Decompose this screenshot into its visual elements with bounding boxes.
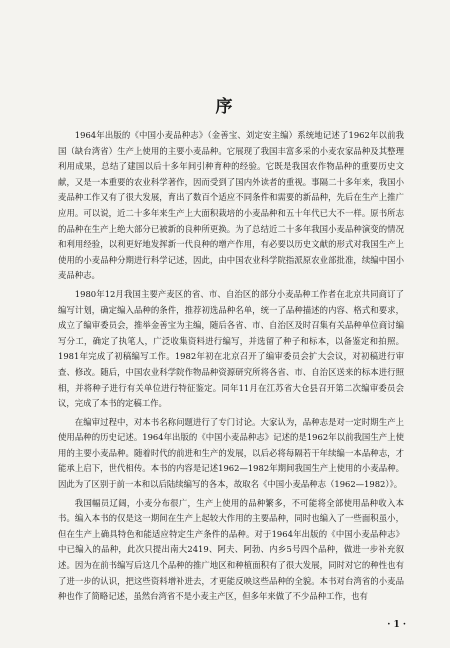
paragraph-2: 1980年12月我国主要产麦区的省、市、自治区的部分小麦品种工作者在北京共同商订了编写计划，确定编入品种的条件，推荐初选品种名单，统一了品种描述的内容、格式和要求，成立了编审委员会，推举金善宝为主编，随后各省、市、自治区及时召集有关品种单位商讨编写分工，确定了执笔人，广泛收集资料进行编写，并选留了种子和标本，以备鉴定和拍照。1981年完成了初稿编写工作。1982年初在北京召开了编审委员会扩大会议，对初稿进行审查、修改。随后，中国农业科学院作物品种资源研究所将各省、市、自治区送来的标本进行照相，并将种子进行有关单位进行特征鉴定。同年11月在江苏省大仓县召开第二次编审委员会议，完成了本书的定稿工作。: [58, 288, 404, 409]
preface-body: [58, 128, 404, 608]
page-number: · 1 ·: [387, 620, 406, 630]
paragraph-1: 1964年出版的《中国小麦品种志》（金善宝、刘定安主编）系统地记述了1962年以前我国（缺台湾省）生产上使用的主要小麦品种。它展现了我国丰富多采的小麦农家品种及其整理利用成果，总结了建国以后十多年间引种育种的经验。它既是我国农作物品种的重要历史文献，又是一本重要的农业科学著作，因而受到了国内外读者的重视。事隔二十多年来，我国小麦品种工作又有了很大发展，育出了数百个适应不同条件和需要的新品种，先后在生产上推广应用。可以说，近二十多年来生产上大面积栽培的小麦品种和五十年代已大不一样。原书所志的品种在生产上绝大部分已被新的良种所更换。为了总结近二十多年我国小麦品种演变的情况和利用经验，以利更好地发挥新一代良种的增产作用，有必要以历史文献的形式对我国生产上使用的小麦品种分期进行科学记述，因此，由中国农业科学院指派原农业部批准，续编中国小麦品种志。: [58, 130, 404, 281]
preface-title: 序: [215, 97, 235, 117]
paragraph-3: 在编审过程中，对本书名称问题进行了专门讨论。大家认为，品种志是对一定时期生产上使用品种的历史记述。1964年出版的《中国小麦品种志》记述的是1962年以前我国生产上使用的主要小麦品种。随着时代的前进和生产的发展，以后必将每隔若干年续编一本品种志，才能承上启下，世代相传。本书的内容是记述1962—1982年期间我国生产上使用的小麦品种。因此为了区别于前一本和以后陆续编写的各本，故取名《中国小麦品种志（1962—1982）》。: [58, 416, 404, 490]
paragraph-4: 我国幅员辽阔，小麦分布很广，生产上使用的品种繁多，不可能将全部使用品种收入本书。编入本书的仅是这一期间在生产上起较大作用的主要品种，同时也编入了一些面积虽小，但在生产上确具特色和能适应特定生产条件的品种。对于1964年出版的《中国小麦品种志》中已编入的品种，此次只提出南大2419、阿夫、阿勃、内乡5号四个品种，做进一步补充叙述。因为在前书编写后这几个品种的推广地区和种植面积有了很大发展，同时对它的种性也有了进一步的认识，把这些资料增补进去，才更能反映这些品种的全貌。本书对台湾省的小麦品种也作了简略记述，虽然台湾省不是小麦主产区，但多年来做了不少品种工作，也有: [58, 497, 404, 602]
